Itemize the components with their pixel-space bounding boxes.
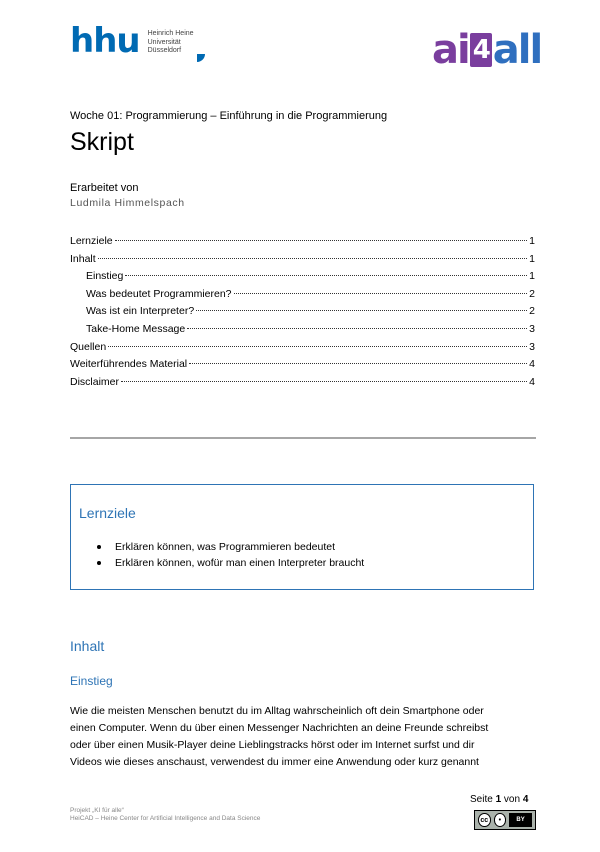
list-item [97,539,364,555]
footer-project-info [70,807,260,823]
paragraph-line: einen Computer. Wenn du über einen Messenger Nachrichten an deine Freunde schreibst [70,722,489,734]
inhalt-heading: Inhalt [70,638,105,654]
toc-leader [189,363,527,364]
toc-entry-page: 1 [529,252,535,265]
lernziel-text: Erklären können, wofür man einen Interpreter braucht [115,557,365,569]
ai4all-logo [432,27,542,73]
toc-leader [187,328,527,329]
list-item [97,555,364,571]
toc-leader [125,275,527,276]
toc-leader [234,293,528,294]
toc-leader [196,310,527,311]
toc-entry-page: 1 [529,270,535,283]
page-prefix: Seite [470,794,496,805]
ai4all-ai: ai [432,27,469,73]
toc-entry-page: 2 [529,287,535,300]
toc-leader [115,240,528,241]
by-text: BY [516,817,525,823]
toc-entry-einstieg[interactable] [70,270,535,288]
toc-leader [98,258,527,259]
toc-entry-label: Einstieg [86,270,124,283]
einstieg-paragraph [70,703,540,771]
hhu-logo [70,21,194,61]
hhu-mark: hhu [70,21,140,61]
toc-entry-page: 3 [529,340,535,353]
toc-entry-interpreter[interactable] [70,305,535,323]
toc-entry-label: Lernziele [70,235,113,247]
week-subtitle: Woche 01: Programmierung – Einführung in die Programmierung [70,110,388,122]
toc-entry-take-home[interactable] [70,323,535,341]
toc-entry-label: Was bedeutet Programmieren? [86,287,232,300]
toc-leader [108,346,527,347]
toc-entry-label: Take-Home Message [86,322,186,335]
hhu-line-2: Universität [147,38,181,46]
author-label: Erarbeitet von [70,182,139,194]
paragraph-line: oder über einen Musik-Player deine Lieblingstracks hörst oder im Internet surfst und dir [70,739,475,751]
toc-entry-page: 4 [529,375,535,388]
author-name: Ludmila Himmelspach [70,197,185,209]
lernziele-list [97,539,364,571]
hhu-corner-mark [197,52,205,62]
ai4all-four: 4 [470,33,492,67]
lernziel-text: Erklären können, was Programmieren bedeutet [115,541,336,553]
page-title: Skript [70,128,134,156]
section-divider [70,437,536,439]
page-total: 4 [522,794,529,805]
toc-entry-label: Disclaimer [70,375,120,388]
page-mid: von [501,794,523,805]
toc-entry-page: 4 [529,358,535,371]
by-label [509,813,532,827]
toc-entry-inhalt[interactable] [70,253,535,271]
toc-entry-material[interactable] [70,358,535,376]
footer-project: Projekt „KI für alle“ [70,807,124,814]
paragraph-line: Wie die meisten Menschen benutzt du im Alltag wahrscheinlich oft dein Smartphone oder [70,705,484,717]
toc-leader [121,381,527,382]
ai4all-all: all [492,27,542,73]
attribution-icon: • [494,813,507,827]
page-number [470,794,528,805]
hhu-line-1: Heinrich Heine [147,30,194,37]
toc-entry-page: 1 [529,235,535,247]
toc-entry-label: Weiterführendes Material [70,358,188,371]
lernziele-box [70,484,534,590]
toc-entry-page: 3 [529,322,535,335]
table-of-contents [70,235,535,393]
toc-entry-lernziele[interactable] [70,235,535,253]
einstieg-heading: Einstieg [70,674,113,688]
toc-entry-page: 2 [529,305,535,318]
hhu-line-3: Düsseldorf [147,47,182,54]
toc-entry-programmieren[interactable] [70,288,535,306]
cc-icon: cc [478,813,491,827]
bullet-icon [97,561,101,565]
toc-entry-label: Was ist ein Interpreter? [86,305,195,318]
toc-entry-quellen[interactable] [70,341,535,359]
lernziele-heading: Lernziele [79,505,136,521]
cc-by-license-badge [474,810,536,830]
paragraph-line: Videos wie dieses anschaust, verwendest du immer eine Anwendung oder kurz genannt [70,756,479,768]
toc-entry-disclaimer[interactable] [70,376,535,394]
page-current: 1 [495,794,502,805]
hhu-university-name [148,30,194,56]
toc-entry-label: Inhalt [70,252,96,265]
footer-center: HeiCAD – Heine Center for Artificial Intelligence and Data Science [70,815,261,822]
bullet-icon [97,545,101,549]
toc-entry-label: Quellen [70,340,107,353]
